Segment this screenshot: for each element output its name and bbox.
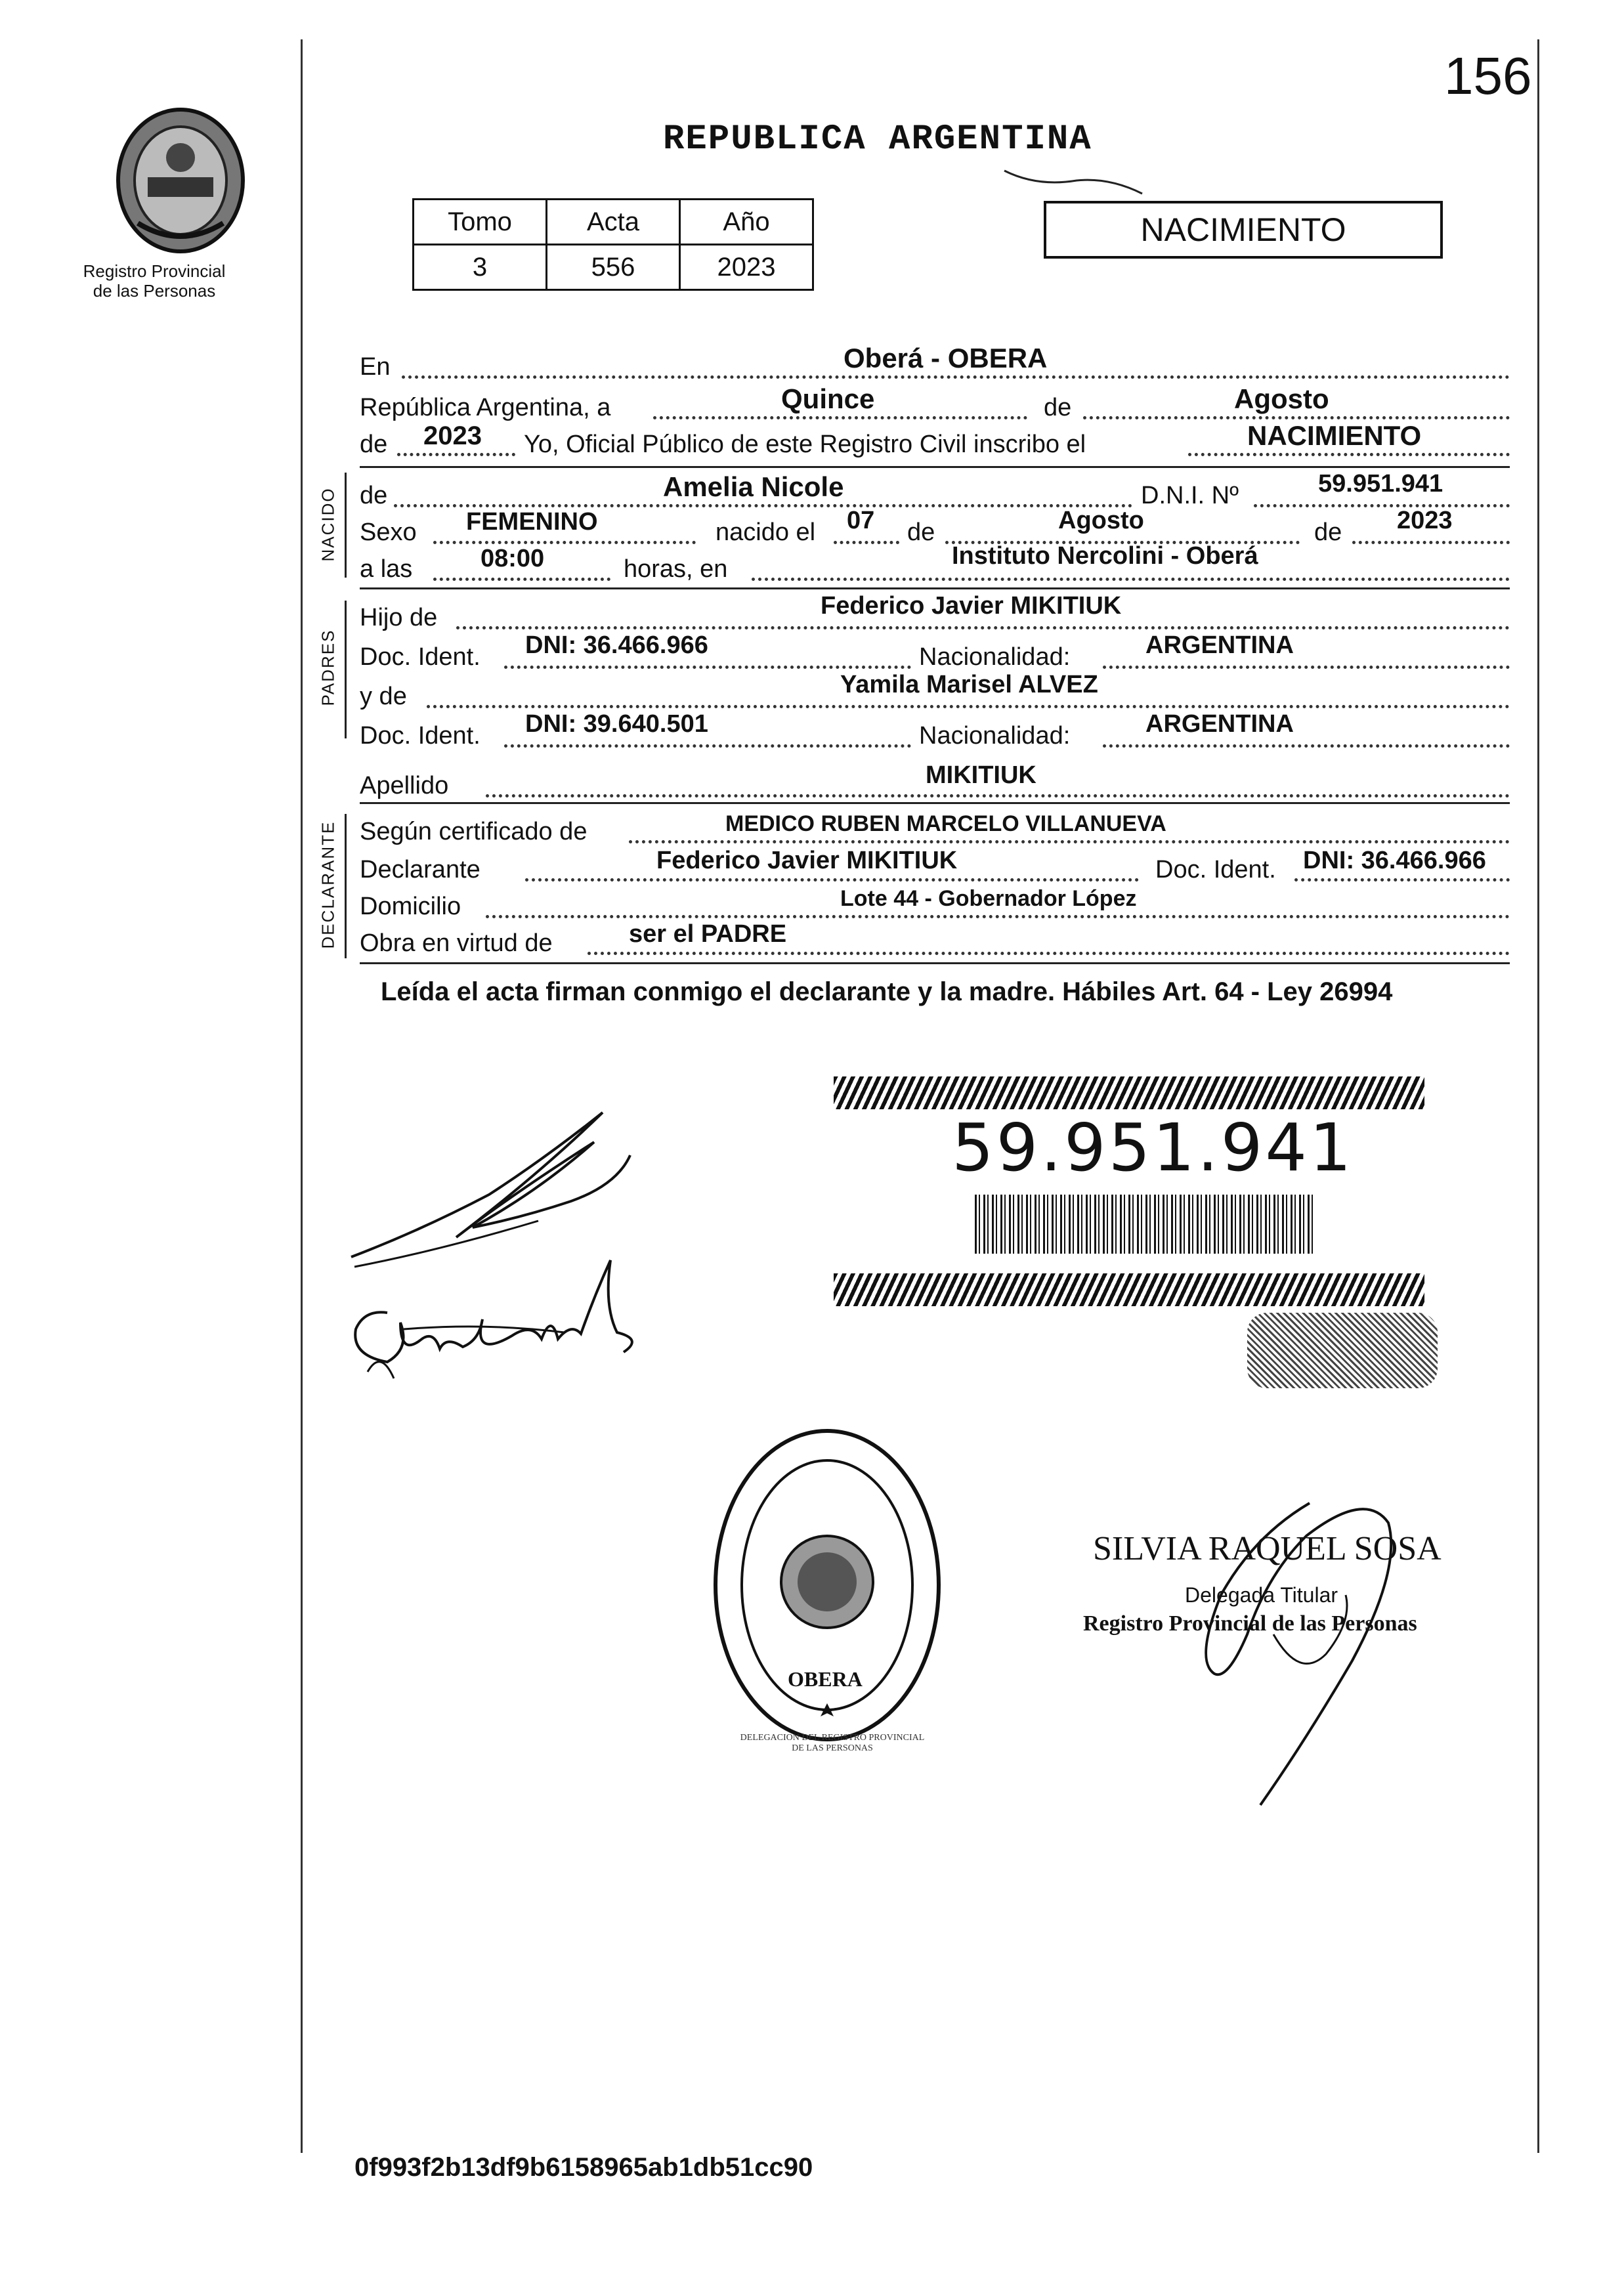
domicilio-dots xyxy=(486,915,1510,918)
baby-dni: 59.951.941 xyxy=(1318,470,1443,498)
baby-name: Amelia Nicole xyxy=(663,471,844,502)
divider-3 xyxy=(360,802,1510,804)
cert-label: Según certificado de xyxy=(360,818,588,845)
nacido-el-label: nacido el xyxy=(716,519,816,546)
domicilio-value: Lote 44 - Gobernador López xyxy=(840,886,1137,911)
en-label: En xyxy=(360,353,391,381)
declarante-dots xyxy=(525,878,1139,882)
father-doc: DNI: 36.466.966 xyxy=(525,631,708,659)
mother-doc-dots xyxy=(504,744,911,748)
divider-1 xyxy=(360,466,1510,468)
obra-value: ser el PADRE xyxy=(629,920,787,948)
hologram-seal xyxy=(1247,1313,1438,1388)
apellido-dots xyxy=(486,794,1510,797)
obra-dots xyxy=(588,952,1510,955)
father-nat: ARGENTINA xyxy=(1145,631,1294,659)
declarante-bracket xyxy=(345,814,347,958)
stamp-ring-text: DELEGACION DEL REGISTRO PROVINCIAL DE LAS PERSONAS xyxy=(740,1733,925,1753)
nacido-de-label-2: de xyxy=(907,519,935,546)
acta-table-value-row xyxy=(414,245,813,290)
mother-name-dots xyxy=(427,705,1510,708)
apellido-value: MIKITIUK xyxy=(926,761,1036,789)
divider-2 xyxy=(360,587,1510,589)
registry-label-line2: de las Personas xyxy=(93,281,216,301)
declarante-label: Declarante xyxy=(360,856,481,883)
en-value: Oberá - OBERA xyxy=(844,343,1048,373)
father-name: Federico Javier MIKITIUK xyxy=(821,592,1122,620)
page-title: REPUBLICA ARGENTINA xyxy=(663,119,1092,159)
birth-day: 07 xyxy=(847,507,875,534)
birth-year-dots xyxy=(1352,541,1510,544)
y-de-label: y de xyxy=(360,683,407,710)
day-dots xyxy=(653,416,1027,419)
right-margin-rule xyxy=(1537,39,1539,2153)
obra-label: Obra en virtud de xyxy=(360,929,553,957)
nacido-de-label: de xyxy=(360,482,388,509)
father-doc-dots xyxy=(504,666,911,669)
padres-bracket xyxy=(345,601,347,738)
dni-label: D.N.I. Nº xyxy=(1141,482,1239,509)
father-nat-label: Nacionalidad: xyxy=(919,643,1071,671)
mother-doc-label: Doc. Ident. xyxy=(360,722,481,750)
stamp-city: OBERA xyxy=(788,1667,863,1691)
official-office: Registro Provincial de las Personas xyxy=(1083,1611,1417,1636)
registry-label-line1: Registro Provincial xyxy=(83,261,226,281)
document-hash: 0f993f2b13df9b6158965ab1db51cc90 xyxy=(354,2153,813,2182)
declarant-signature xyxy=(341,1096,709,1398)
security-strip-bottom xyxy=(834,1273,1424,1306)
nacido-section-label: NACIDO xyxy=(318,487,338,562)
event-value: NACIMIENTO xyxy=(1247,420,1422,451)
security-strip-top xyxy=(834,1076,1424,1109)
sexo-dots xyxy=(433,541,696,544)
dni-dots xyxy=(1254,504,1510,507)
de-label-1: de xyxy=(1044,394,1072,421)
birth-day-dots xyxy=(834,541,899,544)
name-dots xyxy=(394,504,1132,507)
cert-value: MEDICO RUBEN MARCELO VILLANUEVA xyxy=(725,811,1166,836)
acta-header-ano: Año xyxy=(680,200,813,245)
mother-nat-dots xyxy=(1103,744,1510,748)
father-nat-dots xyxy=(1103,666,1510,669)
father-name-dots xyxy=(456,626,1510,629)
mother-nat-label: Nacionalidad: xyxy=(919,722,1071,750)
acta-table-header-row xyxy=(414,200,813,245)
acta-value-ano: 2023 xyxy=(680,245,813,290)
time-dots xyxy=(433,578,610,581)
apellido-label: Apellido xyxy=(360,772,449,799)
barcode xyxy=(975,1195,1316,1254)
en-dots xyxy=(402,375,1510,379)
day-value: Quince xyxy=(781,383,875,414)
padres-section-label: PADRES xyxy=(318,629,338,706)
a-las-label: a las xyxy=(360,555,413,583)
declarante-doc-label: Doc. Ident. xyxy=(1155,856,1276,883)
year-value: 2023 xyxy=(423,421,482,450)
birth-month: Agosto xyxy=(1058,507,1144,534)
republica-label: República Argentina, a xyxy=(360,394,611,421)
acta-table xyxy=(412,198,814,291)
declarante-section-label: DECLARANTE xyxy=(318,820,338,949)
sexo-value: FEMENINO xyxy=(466,508,598,536)
birth-place-dots xyxy=(752,578,1510,581)
de-label-2: de xyxy=(360,431,388,458)
father-doc-label: Doc. Ident. xyxy=(360,643,481,671)
page-number: 156 xyxy=(1444,47,1532,105)
domicilio-label: Domicilio xyxy=(360,893,461,920)
barcode-number: 59.951.941 xyxy=(952,1109,1354,1186)
acta-value-acta: 556 xyxy=(547,245,680,290)
year-dots xyxy=(397,453,515,456)
divider-4 xyxy=(360,962,1510,964)
nacido-bracket xyxy=(345,473,347,578)
title-underline-squiggle xyxy=(998,164,1155,197)
declarante-name: Federico Javier MIKITIUK xyxy=(656,847,958,874)
record-type-box: NACIMIENTO xyxy=(1044,201,1443,259)
birth-time: 08:00 xyxy=(481,545,545,572)
hijo-de-label: Hijo de xyxy=(360,604,438,631)
horas-label: horas, en xyxy=(624,555,728,583)
closing-text: Leída el acta firman conmigo el declarante y la madre. Hábiles Art. 64 - Ley 26994 xyxy=(381,977,1393,1006)
delegation-stamp-icon xyxy=(709,1421,945,1749)
cert-dots xyxy=(629,840,1510,843)
sexo-label: Sexo xyxy=(360,519,417,546)
official-name: SILVIA RAQUEL SOSA xyxy=(1093,1530,1442,1567)
left-margin-rule xyxy=(301,39,303,2153)
declarante-doc-dots xyxy=(1294,878,1510,882)
acta-header-acta: Acta xyxy=(547,200,680,245)
event-dots xyxy=(1188,453,1510,456)
yo-text: Yo, Oficial Público de este Registro Civil inscribo el xyxy=(524,431,1086,458)
mother-doc: DNI: 39.640.501 xyxy=(525,710,708,738)
nacido-de-label-3: de xyxy=(1314,519,1342,546)
mother-name: Yamila Marisel ALVEZ xyxy=(840,671,1098,698)
official-title: Delegada Titular xyxy=(1185,1583,1338,1607)
mother-nat: ARGENTINA xyxy=(1145,710,1294,738)
month-value: Agosto xyxy=(1234,383,1329,414)
month-dots xyxy=(1083,416,1510,419)
official-signature xyxy=(1155,1464,1470,1831)
acta-header-tomo: Tomo xyxy=(414,200,547,245)
declarante-doc: DNI: 36.466.966 xyxy=(1303,847,1486,874)
registry-label xyxy=(79,261,230,301)
acta-value-tomo: 3 xyxy=(414,245,547,290)
birth-place: Instituto Nercolini - Oberá xyxy=(952,542,1258,570)
provincial-emblem-icon xyxy=(112,105,249,256)
birth-year: 2023 xyxy=(1397,507,1453,534)
